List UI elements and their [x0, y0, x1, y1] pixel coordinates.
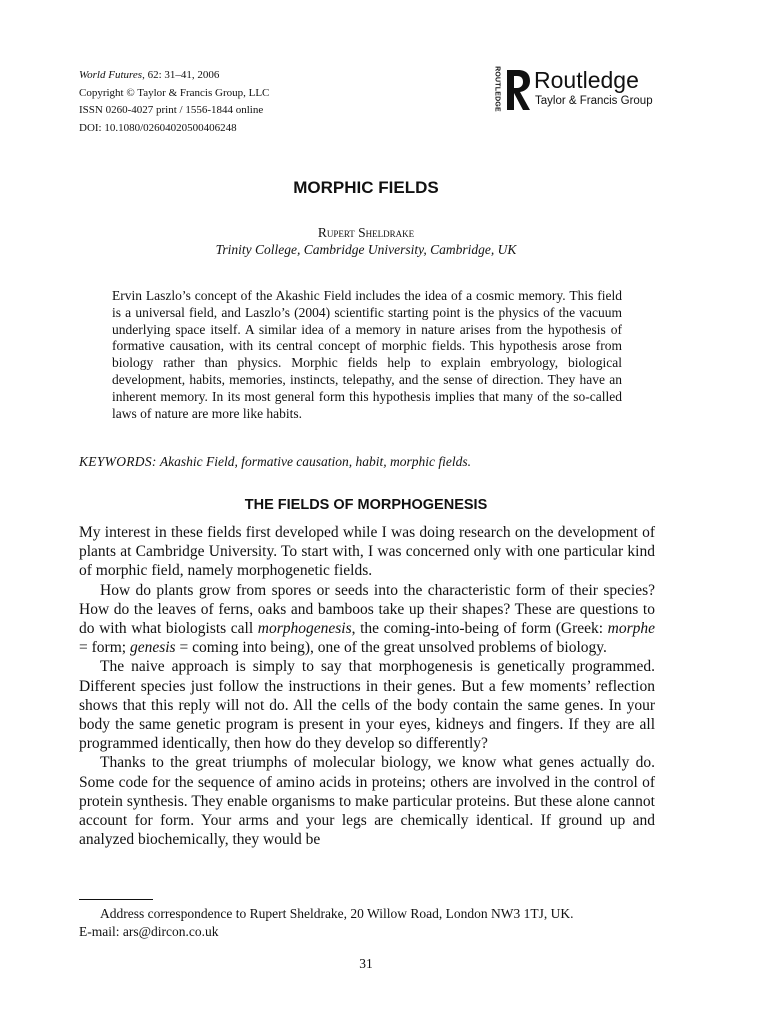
- paragraph: Thanks to the great triumphs of molecular biology, we know what genes actually do. Some code for the sequence of amino acids in proteins; others are involved in the control of protein synthesis. They enable organisms to make particular proteins. But these alone cannot account for form. Your arms and your legs are chemically identical. If ground up and analyzed biochemically, they would be: [79, 754, 655, 849]
- journal-citation: [79, 67, 269, 85]
- journal-name: World Futures: [79, 69, 143, 81]
- logo-vertical-text: ROUTLEDGE: [493, 66, 501, 112]
- doi-line: DOI: 10.1080/02604020500406248: [79, 121, 237, 134]
- term-morphe: morphe: [607, 620, 655, 638]
- body-text: [79, 523, 655, 849]
- section-heading: THE FIELDS OF MORPHOGENESIS: [244, 497, 488, 513]
- keywords-list: Akashic Field, formative causation, habit, morphic fields.: [159, 454, 472, 469]
- keywords-label: KEYWORDS:: [79, 454, 157, 469]
- publisher-name: Routledge: [534, 67, 639, 93]
- routledge-r-icon: [503, 68, 533, 112]
- publisher-tagline: Taylor & Francis Group: [535, 95, 653, 107]
- term-morphogenesis: morphogenesis: [257, 620, 352, 638]
- page-number: 31: [359, 956, 373, 971]
- paragraph: The naive approach is simply to say that morphogenesis is genetically programmed. Different species just follow the instructions in their genes. But a few moments’ reflection shows that this reply will not do. All the cells of the body contain the same genes. In your body the same genetic program is present in your eyes, kidneys and fingers. If they are all programmed identically, then how do they develop so differently?: [79, 658, 655, 753]
- correspondence-email[interactable]: E-mail: ars@dircon.co.uk: [79, 924, 219, 939]
- abstract: Ervin Laszlo’s concept of the Akashic Field includes the idea of a cosmic memory. This field is a universal field, and Laszlo’s (2004) scientific starting point is the physics of the vacuum underlying space itself. A similar idea of a memory in nature arises from the hypothesis of formative causation, with its central concept of morphic fields. This hypothesis arose from biology rather than physics. Morphic fields help to explain embryology, biological development, habits, memories, instincts, telepathy, and the sense of direction. They have an inherent memory. In its most general form this hypothesis implies that many of the so-called laws of nature are more like habits.: [112, 288, 622, 421]
- term-genesis: genesis: [129, 639, 176, 657]
- paragraph: How do plants grow from spores or seeds into the characteristic form of their species? How do the leaves of ferns, oaks and bamboos take up their shapes? These are questions to do with what biologists call morphogenesis, the coming-into-being of form (Greek: morphe = form; genesis = coming into being), one of the great unsolved problems of biology.: [79, 581, 655, 657]
- publisher-logo: [491, 66, 661, 114]
- footnote: [79, 905, 659, 941]
- author-name: Rupert Sheldrake: [317, 225, 415, 240]
- author-affiliation: Trinity College, Cambridge University, Cambridge, UK: [215, 242, 517, 257]
- journal-metadata: [79, 67, 269, 137]
- issn-line: ISSN 0260-4027 print / 1556-1844 online: [79, 104, 264, 116]
- keywords: [79, 453, 679, 471]
- copyright-line: Copyright © Taylor & Francis Group, LLC: [79, 86, 270, 99]
- paragraph: My interest in these fields first developed while I was doing research on the development of plants at Cambridge University. To start with, I was concerned only with one particular kind of morphic field, namely morphogenetic fields.: [79, 524, 655, 580]
- journal-volume-pages: , 62: 31–41, 2006: [142, 69, 220, 81]
- correspondence-address: Address correspondence to Rupert Sheldrake, 20 Willow Road, London NW3 1TJ, UK.: [100, 906, 574, 921]
- footnote-divider: [79, 899, 153, 900]
- article-title: MORPHIC FIELDS: [293, 178, 439, 197]
